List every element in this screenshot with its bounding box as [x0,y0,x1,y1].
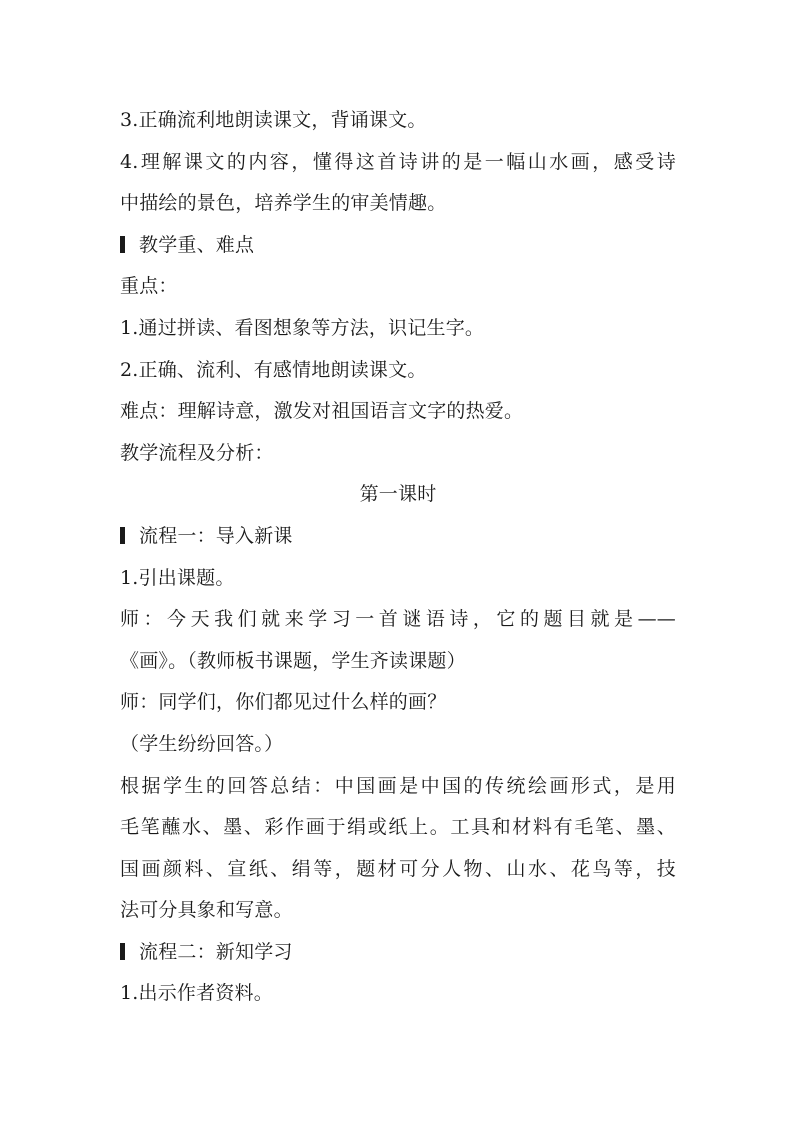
key-points-heading [120,225,676,267]
flow-intro: 教学流程及分析： [120,441,274,464]
step1-heading [120,516,676,558]
section-bar-icon [120,527,125,544]
lesson-title: 第一课时 [359,483,437,506]
summary-line-4: 法可分具象和写意。 [120,899,293,922]
key-point-2: 2.正确、流利、有感情地朗读课文。 [120,358,427,381]
objective-3: 3.正确流利地朗读课文，背诵课文。 [120,109,427,131]
difficulty-point: 难点：理解诗意，激发对祖国语言文字的热爱。 [120,400,524,423]
student-answer: （学生纷纷回答。） [120,732,284,755]
key-points-label: 重点： [120,275,178,298]
objective-4: 4.理解课文的内容，懂得这首诗讲的是一幅山水画，感受诗 [120,150,676,173]
step1-heading-text: 流程一：导入新课 [139,524,293,547]
section-bar-icon [120,943,125,960]
key-point-1: 1.通过拼读、看图想象等方法，识记生字。 [120,316,485,339]
step2-item: 1.出示作者资料。 [120,982,273,1005]
step1-item: 1.引出课题。 [120,566,235,589]
summary-line-1: 根据学生的回答总结：中国画是中国的传统绘画形式，是用 [120,774,676,797]
key-points-heading-text: 教学重、难点 [139,233,255,256]
step2-heading-text: 流程二：新知学习 [139,940,293,963]
document-page [120,100,676,1015]
section-bar-icon [120,236,125,253]
summary-line-3: 国画颜料、宣纸、绢等，题材可分人物、山水、花鸟等，技 [120,857,676,880]
summary-line-2: 毛笔蘸水、墨、彩作画于绢或纸上。工具和材料有毛笔、墨、 [120,816,676,839]
objective-4-continued: 中描绘的景色，培养学生的审美情趣。 [120,192,447,215]
teacher-line-1: 师：今天我们就来学习一首谜语诗，它的题目就是—— [120,608,676,631]
step2-heading [120,932,676,974]
teacher-line-1-continued: 《画》。（教师板书课题，学生齐读课题） [120,649,466,672]
teacher-line-2: 师：同学们，你们都见过什么样的画？ [120,691,447,714]
